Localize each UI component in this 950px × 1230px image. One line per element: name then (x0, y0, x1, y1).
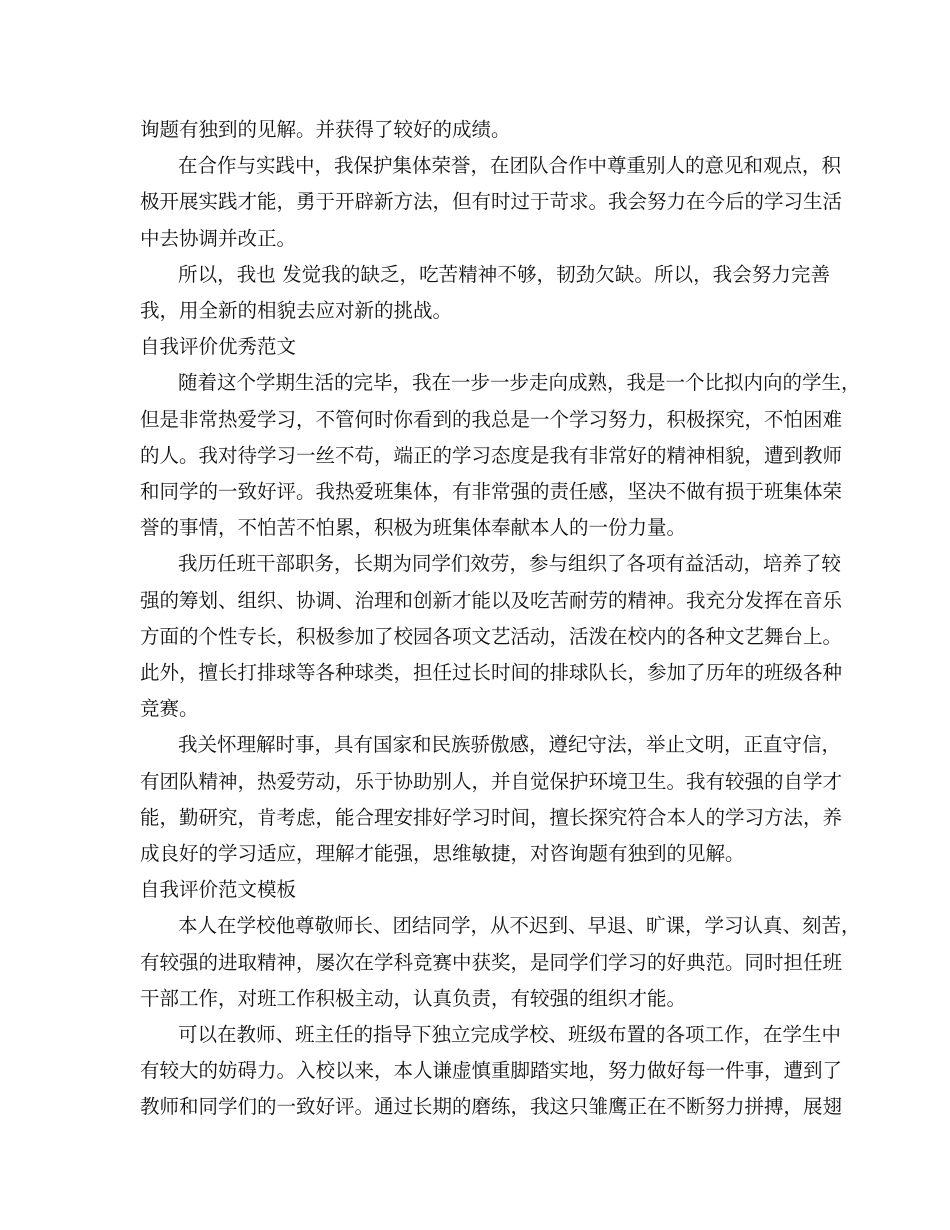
paragraph-line: 有较大的妨碍力。入校以来，本人谦虚慎重脚踏实地，努力做好每一件事，遭到了 (140, 1059, 843, 1083)
paragraph-line: 教师和同学们的一致好评。通过长期的磨练，我这只雏鹰正在不断努力拼搏，展翅 (140, 1095, 843, 1119)
paragraph-line: 但是非常热爱学习，不管何时你看到的我总是一个学习努力，积极探究，不怕困难 (140, 407, 843, 431)
paragraph-line: 可以在教师、班主任的指导下独立完成学校、班级布置的各项工作，在学生中 (178, 1023, 842, 1047)
paragraph-line: 随着这个学期生活的完毕，我在一步一步走向成熟，我是一个比拟内向的学生， (178, 371, 861, 395)
document-body (140, 112, 861, 1126)
paragraph-line: 的人。我对待学习一丝不苟，端正的学习态度是我有非常好的精神相貌，遭到教师 (140, 443, 843, 467)
section-heading: 自我评价优秀范文 (140, 335, 297, 359)
paragraph-line: 和同学的一致好评。我热爱班集体，有非常强的责任感，坚决不做有损于班集体荣 (140, 480, 843, 504)
paragraph-line: 本人在学校他尊敬师长、团结同学，从不迟到、早退、旷课，学习认真、刻苦， (178, 914, 861, 938)
paragraph-line: 强的筹划、组织、协调、治理和创新才能以及吃苦耐劳的精神。我充分发挥在音乐 (140, 588, 843, 612)
paragraph-line: 有较强的进取精神，屡次在学科竞赛中获奖，是同学们学习的好典范。同时担任班 (140, 950, 843, 974)
paragraph-line: 干部工作，对班工作积极主动，认真负责，有较强的组织才能。 (140, 986, 687, 1010)
section-heading: 自我评价范文模板 (140, 878, 297, 902)
paragraph-line: 在合作与实践中，我保护集体荣誉，在团队合作中尊重别人的意见和观点，积 (178, 154, 842, 178)
paragraph-line: 我历任班干部职务，长期为同学们效劳，参与组织了各项有益活动，培养了较 (178, 552, 842, 576)
paragraph-line: 竞赛。 (140, 697, 199, 721)
paragraph-line: 此外，擅长打排球等各种球类，担任过长时间的排球队长，参加了历年的班级各种 (140, 661, 843, 685)
paragraph-line: 能，勤研究，肯考虑，能合理安排好学习时间，擅长探究符合本人的学习方法，养 (140, 805, 843, 829)
paragraph-line: 誉的事情，不怕苦不怕累，积极为班集体奉献本人的一份力量。 (140, 516, 687, 540)
paragraph-line: 方面的个性专长，积极参加了校园各项文艺活动，活泼在校内的各种文艺舞台上。 (140, 624, 843, 648)
paragraph-line: 成良好的学习适应，理解才能强，思维敏捷，对咨询题有独到的见解。 (140, 842, 745, 866)
paragraph-line: 询题有独到的见解。并获得了较好的成绩。 (140, 118, 511, 141)
paragraph-line: 有团队精神，热爱劳动，乐于协助别人，并自觉保护环境卫生。我有较强的自学才 (140, 769, 843, 793)
paragraph-line: 中去协调并改正。 (140, 226, 297, 250)
paragraph-line: 极开展实践才能，勇于开辟新方法，但有时过于苛求。我会努力在今后的学习生活 (140, 190, 843, 214)
paragraph-line: 我，用全新的相貌去应对新的挑战。 (140, 299, 453, 323)
paragraph-line: 所以，我也 发觉我的缺乏，吃苦精神不够，韧劲欠缺。所以，我会努力完善 (178, 262, 830, 286)
paragraph-line: 我关怀理解时事，具有国家和民族骄傲感，遵纪守法，举止文明，正直守信， (178, 733, 842, 757)
